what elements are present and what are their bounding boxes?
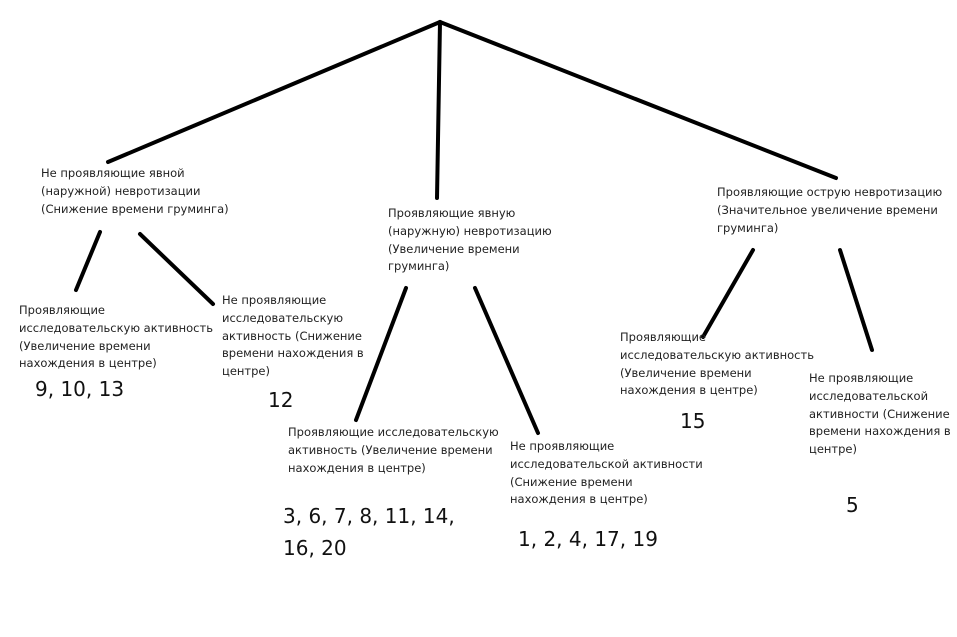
edge-root-to-group-3 [440, 22, 836, 178]
edge-root-to-group-1 [108, 22, 440, 162]
group-1-leaf-1-numbers: 9, 10, 13 [35, 377, 125, 401]
group-1-leaf-2-numbers: 12 [268, 388, 294, 412]
group-1-label: Не проявляющие явной (наружной) невротизации (Снижение времени груминга) [41, 166, 229, 216]
group-3-leaf-1-label: Проявляющие исследовательскую активность (Увеличение времени нахождения в центре) [620, 330, 814, 398]
group-3-leaf-2-numbers: 5 [846, 493, 859, 517]
group-2-leaf-2-numbers: 1, 2, 4, 17, 19 [518, 527, 658, 551]
group-3-label: Проявляющие острую невротизацию (Значительное увеличение времени груминга) [717, 185, 943, 235]
edge-group-2-to-leaf-2 [475, 288, 538, 433]
group-3-leaf-1-numbers: 15 [680, 409, 706, 433]
group-1-leaf-2-label: Не проявляющие исследовательскую активность (Снижение времени нахождения в центре) [222, 293, 364, 379]
edge-group-3-to-leaf-2 [840, 250, 872, 350]
group-2-leaf-1-numbers: 3, 6, 7, 8, 11, 14, 16, 20 [283, 504, 455, 560]
group-1-leaf-1-label: Проявляющие исследовательскую активность (Увеличение времени нахождения в центре) [19, 303, 213, 371]
edge-group-3-to-leaf-1 [703, 250, 753, 337]
edge-group-1-to-leaf-1 [76, 232, 100, 290]
group-3-leaf-2-label: Не проявляющие исследовательской активности (Снижение времени нахождения в центре) [809, 371, 951, 457]
group-2-leaf-2-label: Не проявляющие исследовательской активности (Снижение времени нахождения в центре) [510, 439, 703, 507]
edge-root-to-group-2 [437, 22, 440, 198]
edge-group-1-to-leaf-2 [140, 234, 213, 304]
group-2-leaf-1-label: Проявляющие исследовательскую активность (Увеличение времени нахождения в центре) [288, 425, 499, 475]
group-2-label: Проявляющие явную (наружную) невротизацию (Увеличение времени груминга) [388, 206, 552, 274]
